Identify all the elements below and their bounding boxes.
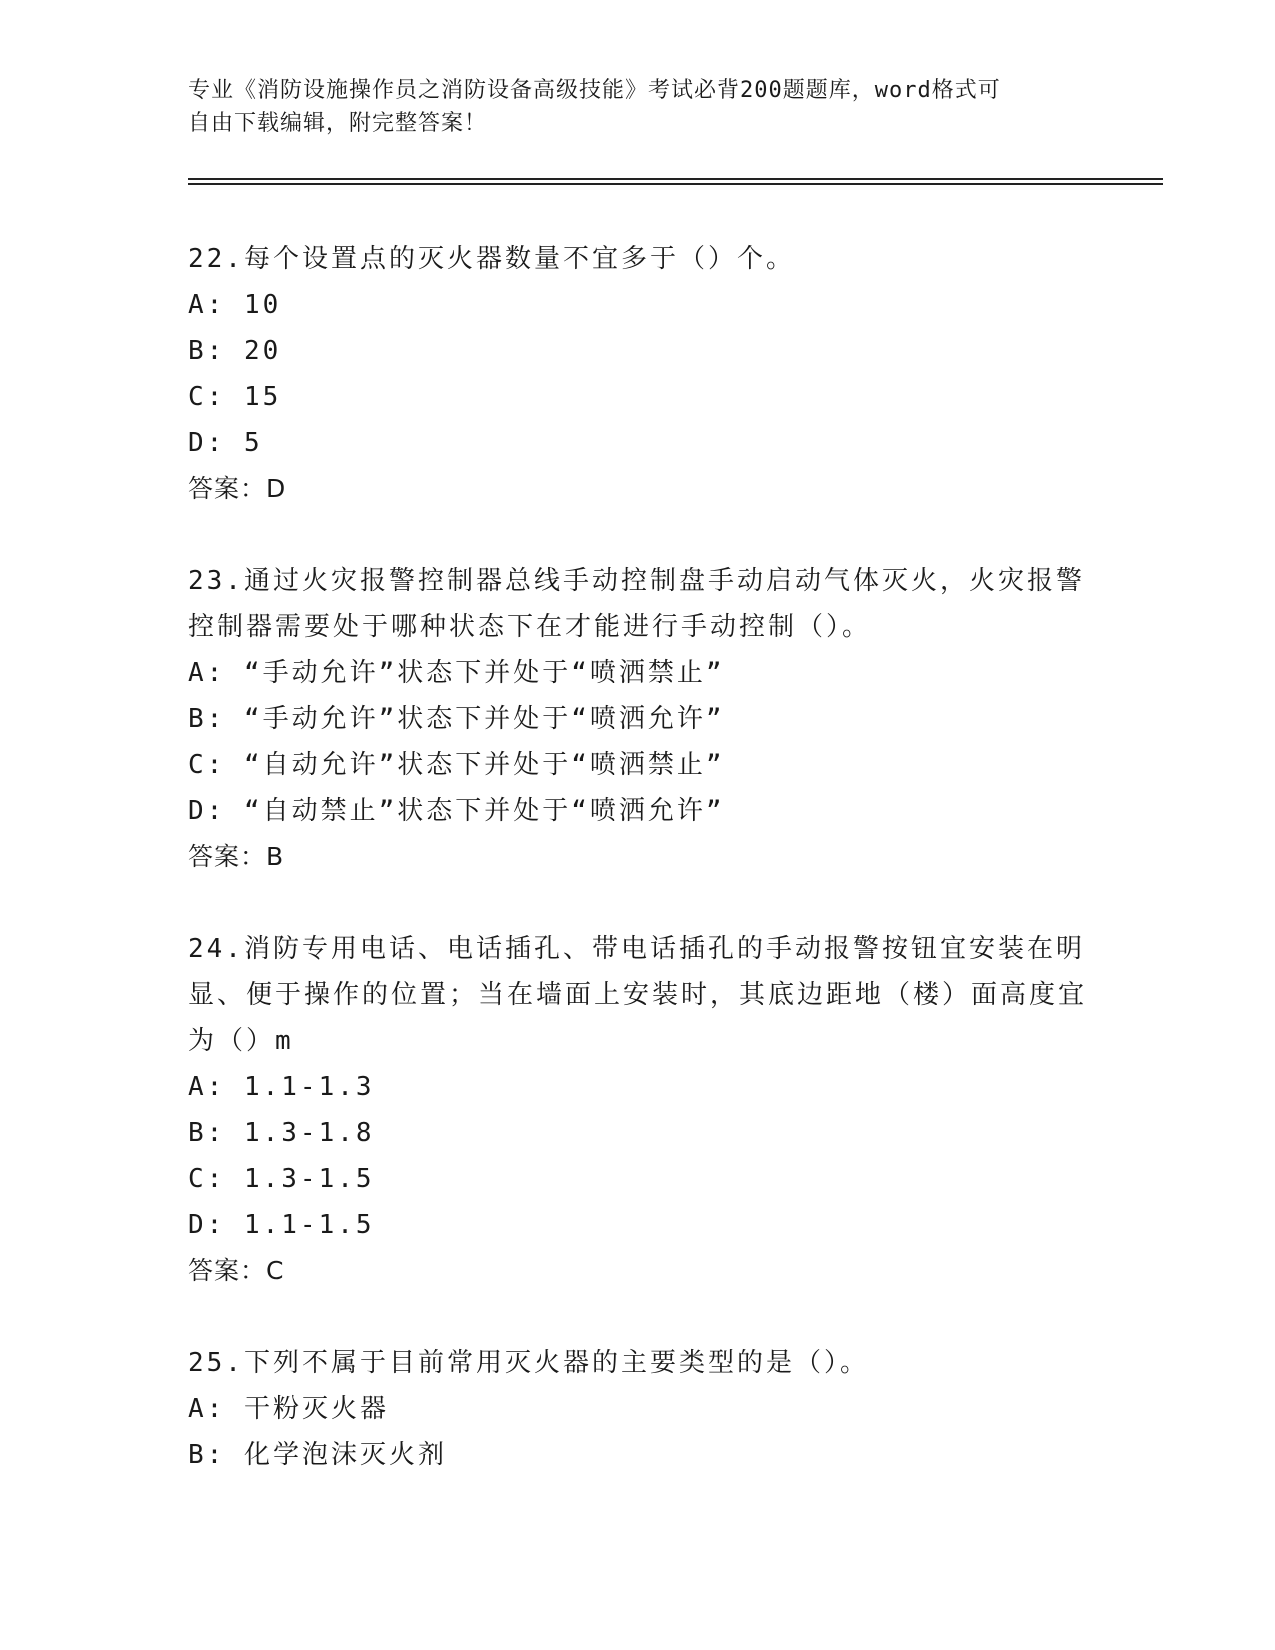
option-b: B: “手动允许”状态下并处于“喷洒允许” — [188, 704, 725, 734]
header-divider-top — [188, 178, 1163, 180]
answer-line: 答案：D — [188, 474, 287, 503]
question-24 — [188, 926, 1088, 1294]
question-22 — [188, 236, 1088, 512]
option-a: A: 干粉灭火器 — [188, 1394, 389, 1424]
option-c: C: 1.3-1.5 — [188, 1164, 375, 1194]
option-c: C: 15 — [188, 382, 282, 412]
option-b: B: 1.3-1.8 — [188, 1118, 375, 1148]
option-a: A: 10 — [188, 290, 282, 320]
option-b: B: 化学泡沫灭火剂 — [188, 1440, 447, 1470]
question-stem: 25.下列不属于目前常用灭火器的主要类型的是（）。 — [188, 1348, 869, 1378]
question-stem: 22.每个设置点的灭火器数量不宜多于（）个。 — [188, 244, 795, 274]
question-stem: 24.消防专用电话、电话插孔、带电话插孔的手动报警按钮宜安装在明显、便于操作的位置；当在墙面上安装时，其底边距地（楼）面高度宜为（）m — [188, 934, 1088, 1056]
header-divider-bottom — [188, 183, 1163, 185]
answer-line: 答案：B — [188, 842, 285, 871]
question-23 — [188, 558, 1088, 880]
option-c: C: “自动允许”状态下并处于“喷洒禁止” — [188, 750, 725, 780]
answer-line: 答案：C — [188, 1256, 285, 1285]
question-stem: 23.通过火灾报警控制器总线手动控制盘手动启动气体灭火，火灾报警控制器需要处于哪种状态下在才能进行手动控制（）。 — [188, 566, 1085, 642]
option-b: B: 20 — [188, 336, 282, 366]
option-d: D: 5 — [188, 428, 263, 458]
header-line-2: 自由下载编辑，附完整答案！ — [188, 111, 488, 136]
option-d: D: 1.1-1.5 — [188, 1210, 375, 1240]
question-25 — [188, 1340, 1088, 1478]
header-line-1: 专业《消防设施操作员之消防设备高级技能》考试必背200题题库，word格式可 — [188, 78, 1001, 103]
option-d: D: “自动禁止”状态下并处于“喷洒允许” — [188, 796, 725, 826]
document-header — [188, 74, 1088, 140]
option-a: A: “手动允许”状态下并处于“喷洒禁止” — [188, 658, 725, 688]
option-a: A: 1.1-1.3 — [188, 1072, 375, 1102]
